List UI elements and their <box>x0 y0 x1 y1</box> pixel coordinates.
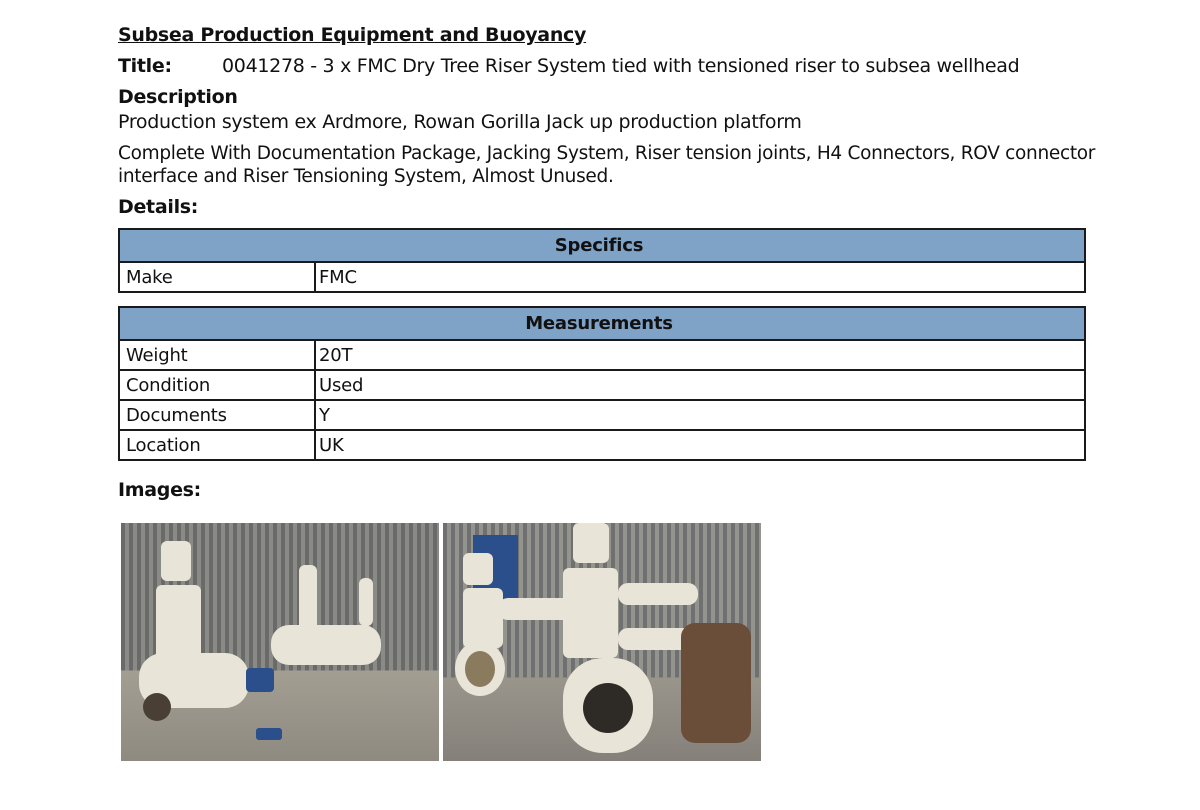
specifics-table <box>118 228 1086 293</box>
measure-value-documents: Y <box>315 400 1085 430</box>
spec-key-make: Make <box>119 262 315 292</box>
measurements-table <box>118 306 1086 461</box>
title-value: 0041278 - 3 x FMC Dry Tree Riser System tied with tensioned riser to subsea wellhead <box>222 55 1020 77</box>
table-row <box>119 400 1085 430</box>
table-row <box>119 262 1085 292</box>
spec-value-make: FMC <box>315 262 1085 292</box>
measure-key-location: Location <box>119 430 315 460</box>
table-row <box>119 370 1085 400</box>
table-row <box>119 340 1085 370</box>
equipment-photo-2 <box>443 523 761 761</box>
title-label: Title: <box>118 55 172 77</box>
section-heading: Subsea Production Equipment and Buoyancy <box>118 24 587 46</box>
images-label: Images: <box>118 479 201 501</box>
specifics-header: Specifics <box>119 229 1085 262</box>
description-line-1: Production system ex Ardmore, Rowan Gorilla Jack up production platform <box>118 111 802 133</box>
details-label: Details: <box>118 196 199 218</box>
measure-key-condition: Condition <box>119 370 315 400</box>
description-line-2: Complete With Documentation Package, Jacking System, Riser tension joints, H4 Connectors, ROV connector interface and Riser Tensioning System, Almost Unused. <box>118 143 1096 187</box>
table-row <box>119 430 1085 460</box>
measure-value-condition: Used <box>315 370 1085 400</box>
measure-key-weight: Weight <box>119 340 315 370</box>
measure-value-weight: 20T <box>315 340 1085 370</box>
measurements-header: Measurements <box>119 307 1085 340</box>
description-label: Description <box>118 86 238 108</box>
measure-value-location: UK <box>315 430 1085 460</box>
equipment-photo-1 <box>121 523 439 761</box>
measure-key-documents: Documents <box>119 400 315 430</box>
